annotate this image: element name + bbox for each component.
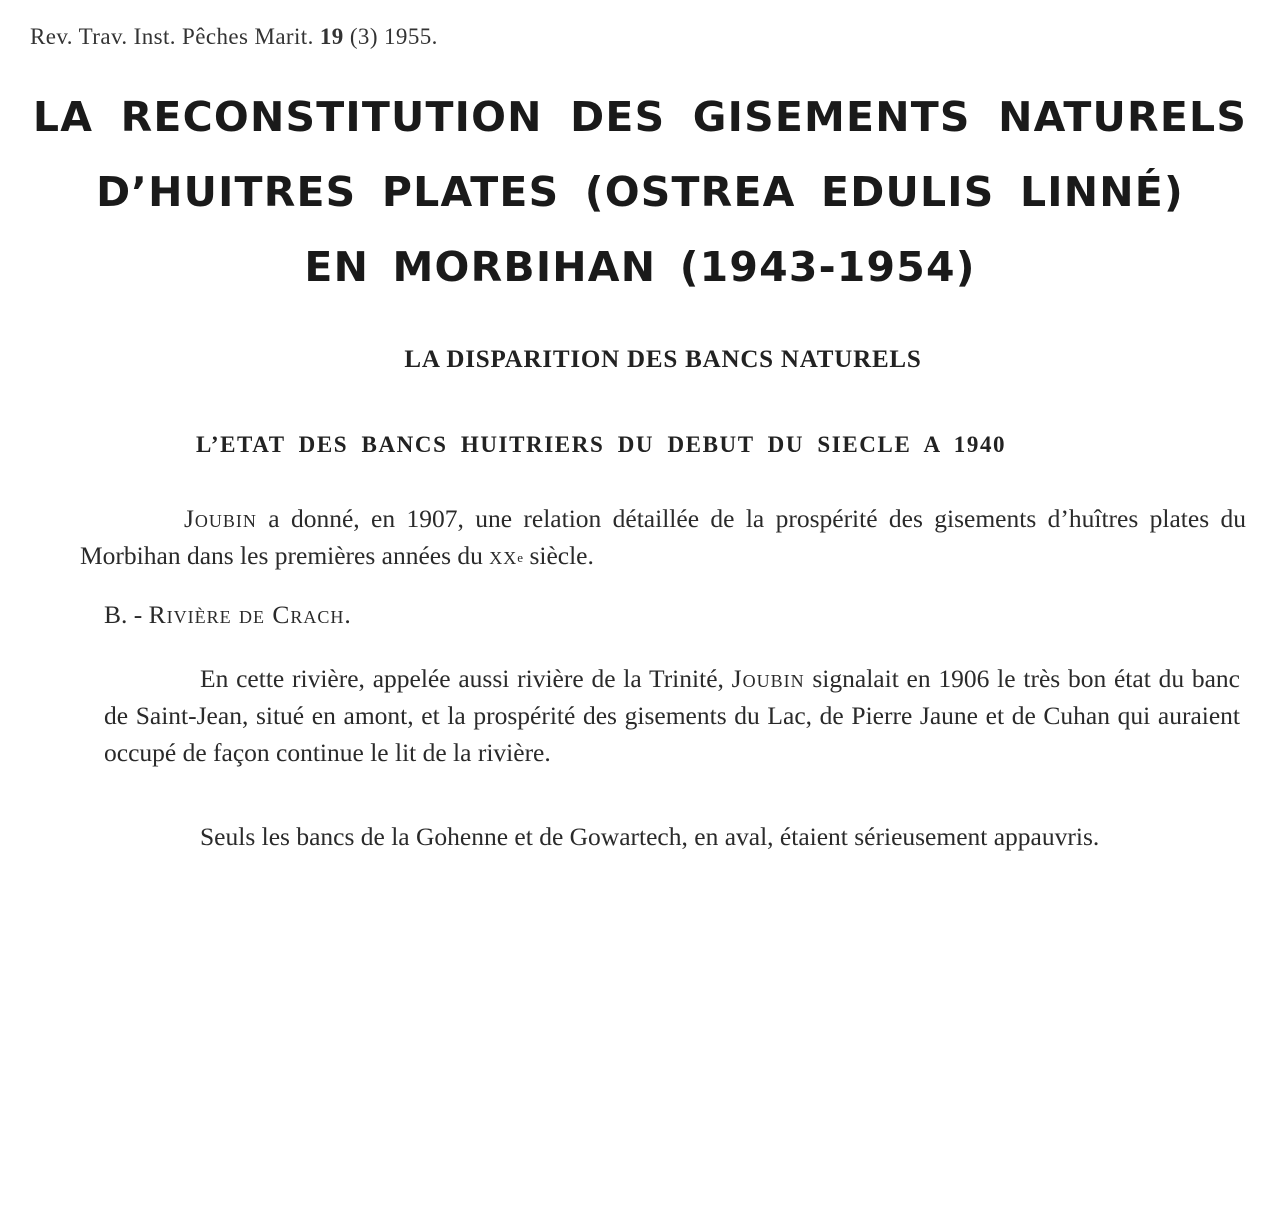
journal-name: Rev. Trav. Inst. Pêches Marit. (30, 24, 314, 49)
subsection-b-title: Rivière de Crach. (148, 600, 352, 629)
author-name: Joubin (731, 664, 805, 693)
running-header (30, 24, 438, 50)
article-title-line-2: D’HUITRES PLATES (OSTREA EDULIS LINNÉ) (96, 168, 1184, 216)
century-superscript: e (517, 550, 524, 565)
paragraph-text: En cette rivière, appelée aussi rivière de la Trinité, (200, 664, 732, 693)
author-name: Joubin (184, 504, 257, 533)
subsection-b-heading (104, 600, 352, 630)
paragraph-downstream-banks: Seuls les bancs de la Gohenne et de Gowartech, en aval, étaient sérieusement appauvris. (200, 822, 1100, 851)
paragraph-intro (80, 500, 1246, 574)
section-heading: LA DISPARITION DES BANCS NATURELS (404, 346, 922, 373)
paragraph-crach-river (104, 660, 1240, 771)
subsection-b-prefix: B. - (104, 600, 149, 629)
subsection-heading: L’ETAT DES BANCS HUITRIERS DU DEBUT DU SIECLE A 1940 (196, 432, 1007, 457)
paragraph-text: a donné, en 1907, une relation détaillée de la prospérité des gisements d’huîtres plates du Morbihan dans les premières années du (80, 504, 1246, 570)
century-numeral: xx (489, 541, 518, 570)
paragraph-text: signalait en 1906 le très bon état du banc de Saint-Jean, situé en amont, et la prospérité des gisements du Lac, de Pierre Jaune et de Cuhan qui auraient occupé de façon continue le lit de la rivière. (104, 664, 1240, 767)
article-title-line-3: EN MORBIHAN (1943-1954) (304, 243, 976, 291)
article-title-line-1: LA RECONSTITUTION DES GISEMENTS NATURELS (32, 93, 1248, 141)
journal-volume: 19 (319, 24, 344, 49)
paragraph-text: siècle. (523, 541, 594, 570)
journal-issue-year: (3) 1955. (349, 24, 438, 49)
